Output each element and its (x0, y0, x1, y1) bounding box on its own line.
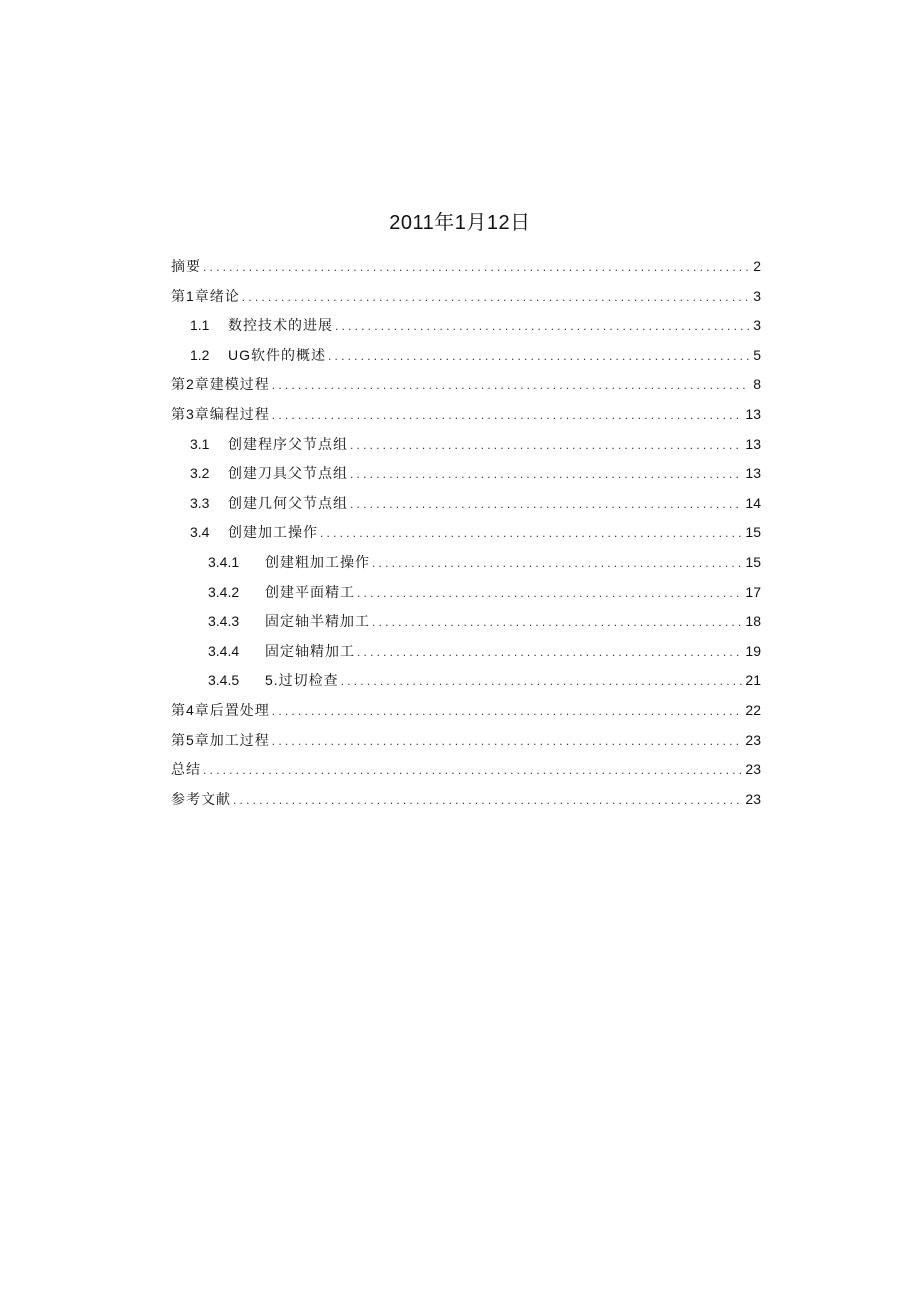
toc-entry-number: 3.4.5 (208, 672, 240, 689)
toc-entry-label: 数控技术的进展 (228, 317, 333, 334)
toc-entry-label: 第2章建模过程 (171, 376, 270, 393)
toc-dot-leader (203, 760, 743, 780)
toc-entry-number: 3.4.1 (208, 553, 240, 570)
toc-entry-page-number: 13 (745, 465, 761, 482)
toc-entry-label: 5.过切检查 (265, 672, 339, 689)
toc-entry-page-number: 22 (745, 701, 761, 718)
toc-entry[interactable] (171, 789, 761, 819)
toc-entry[interactable] (171, 522, 761, 552)
toc-entry[interactable] (171, 463, 761, 493)
toc-entry-page-number: 18 (745, 613, 761, 630)
toc-entry-page-number: 15 (745, 524, 761, 541)
toc-entry-number: 1.1 (190, 317, 210, 334)
toc-entry[interactable] (171, 700, 761, 730)
page-title: 2011年1月12日 (389, 212, 531, 234)
toc-entry-page-number: 23 (745, 731, 761, 748)
toc-entry-label: 固定轴精加工 (265, 642, 355, 659)
toc-entry-label: 创建平面精工 (265, 583, 355, 600)
toc-dot-leader (335, 316, 749, 336)
toc-entry-page-number: 23 (745, 790, 761, 807)
toc-entry[interactable] (171, 759, 761, 789)
toc-dot-leader (341, 671, 744, 691)
toc-entry-page-number: 13 (745, 435, 761, 452)
toc-dot-leader (233, 790, 743, 810)
toc-entry-label: 固定轴半精加工 (265, 613, 370, 630)
toc-entry[interactable] (171, 641, 761, 671)
toc-dot-leader (320, 523, 743, 543)
toc-entry[interactable] (171, 611, 761, 641)
toc-entry[interactable] (171, 345, 761, 375)
toc-entry-label: 创建刀具父节点组 (228, 465, 348, 482)
toc-entry-page-number: 2 (753, 258, 761, 274)
toc-entry[interactable] (171, 493, 761, 523)
toc-entry-number: 3.4.4 (208, 642, 240, 659)
toc-entry[interactable] (171, 670, 761, 700)
toc-dot-leader (272, 701, 744, 721)
toc-entry-page-number: 23 (745, 761, 761, 778)
toc-entry-page-number: 5 (753, 346, 761, 363)
toc-entry-label: 创建加工操作 (228, 524, 318, 541)
toc-entry-page-number: 3 (753, 317, 761, 334)
toc-entry-label: 创建粗加工操作 (265, 553, 370, 570)
toc-entry-number: 3.1 (190, 435, 210, 452)
toc-entry-page-number: 8 (753, 376, 761, 393)
toc-entry-label: 第1章绪论 (171, 287, 240, 304)
toc-entry-number: 3.3 (190, 494, 210, 511)
toc-dot-leader (328, 346, 749, 366)
toc-entry-label: 创建几何父节点组 (228, 494, 348, 511)
toc-dot-leader (372, 553, 743, 573)
toc-dot-leader (372, 612, 743, 632)
toc-dot-leader (242, 287, 749, 307)
toc-entry[interactable] (171, 256, 761, 286)
toc-entry-label: 第5章加工过程 (171, 731, 270, 748)
toc-entry[interactable] (171, 286, 761, 316)
toc-dot-leader (272, 405, 744, 425)
toc-entry-label: 创建程序父节点组 (228, 435, 348, 452)
toc-dot-leader (350, 464, 743, 484)
toc-entry-label: 参考文献 (171, 790, 231, 807)
toc-entry[interactable] (171, 315, 761, 345)
toc-dot-leader (272, 375, 749, 395)
toc-entry-page-number: 21 (745, 672, 761, 689)
toc-dot-leader (350, 435, 743, 455)
toc-entry[interactable] (171, 730, 761, 760)
toc-dot-leader (203, 257, 749, 277)
toc-entry-label: 第4章后置处理 (171, 701, 270, 718)
table-of-contents (171, 256, 761, 818)
toc-entry-number: 1.2 (190, 346, 210, 363)
toc-entry-page-number: 15 (745, 553, 761, 570)
toc-entry[interactable] (171, 582, 761, 612)
toc-entry-number: 3.4.3 (208, 613, 240, 630)
toc-entry-label: 第3章编程过程 (171, 405, 270, 422)
toc-entry-page-number: 17 (745, 583, 761, 600)
toc-dot-leader (272, 731, 744, 751)
toc-entry[interactable] (171, 434, 761, 464)
toc-entry-label: 摘要 (171, 258, 201, 274)
toc-entry[interactable] (171, 404, 761, 434)
toc-dot-leader (357, 583, 743, 603)
toc-entry-page-number: 3 (753, 287, 761, 304)
toc-entry-number: 3.4.2 (208, 583, 240, 600)
toc-entry-page-number: 14 (745, 494, 761, 511)
toc-entry-number: 3.4 (190, 524, 210, 541)
toc-entry-number: 3.2 (190, 465, 210, 482)
toc-entry-page-number: 19 (745, 642, 761, 659)
toc-dot-leader (350, 494, 743, 514)
toc-entry-label: UG软件的概述 (228, 346, 326, 363)
toc-entry[interactable] (171, 552, 761, 582)
toc-entry[interactable] (171, 374, 761, 404)
toc-entry-page-number: 13 (745, 405, 761, 422)
toc-dot-leader (357, 642, 743, 662)
toc-entry-label: 总结 (171, 761, 201, 778)
